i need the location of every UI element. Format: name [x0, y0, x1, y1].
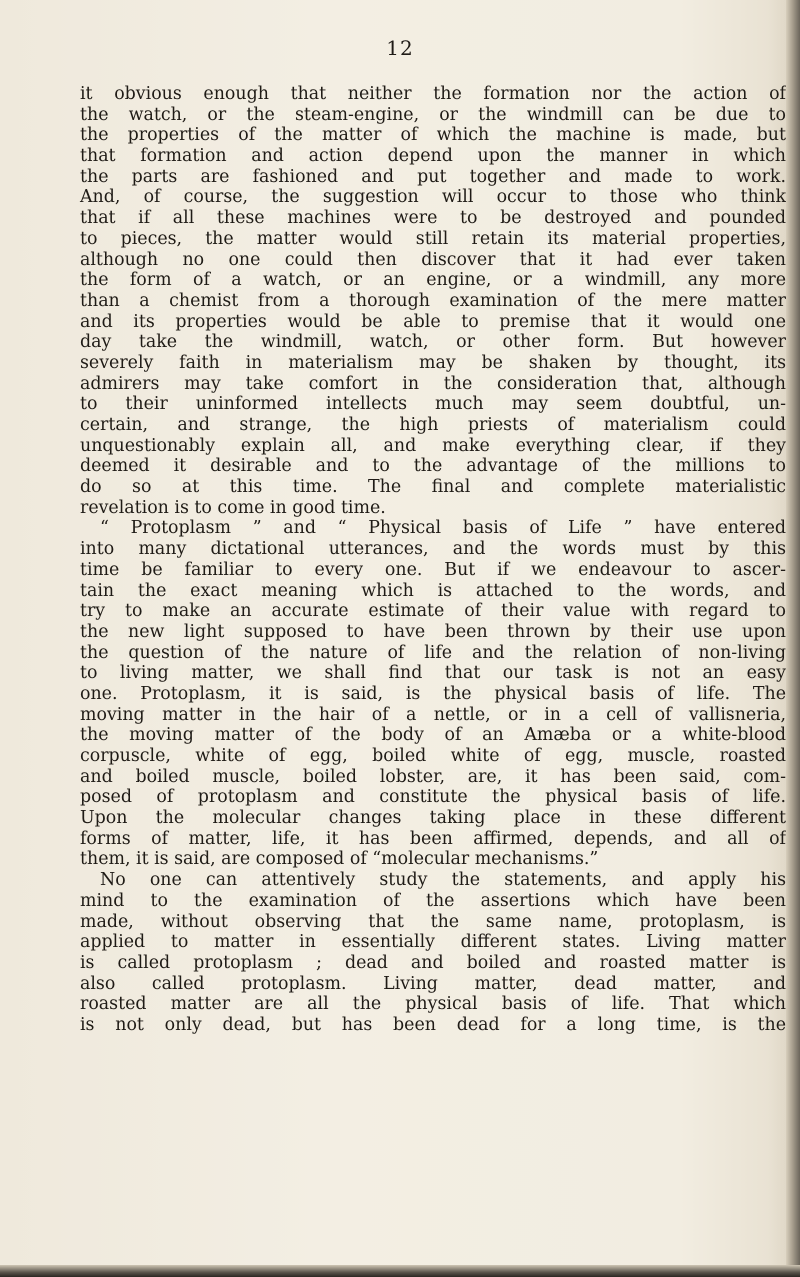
- text-line: deemed it desirable and to the advantage of the millions to: [80, 456, 786, 477]
- text-line: the parts are fashioned and put together and made to work.: [80, 166, 786, 187]
- text-line: to pieces, the matter would still retain its material properties,: [80, 228, 786, 249]
- text-line: “ Protoplasm ” and “ Physical basis of Life ” have entered: [100, 518, 786, 539]
- body-text: [80, 84, 786, 1036]
- text-line: into many dictational utterances, and the words must by this: [80, 539, 786, 560]
- text-line: do so at this time. The final and complete materialistic: [80, 477, 786, 498]
- text-line: them, it is said, are composed of “molecular mechanisms.”: [80, 849, 599, 870]
- text-line: roasted matter are all the physical basis of life. That which: [80, 994, 786, 1015]
- text-line: and its properties would be able to premise that it would one: [80, 311, 786, 332]
- text-line: Upon the molecular changes taking place in these different: [80, 808, 786, 829]
- text-line: the properties of the matter of which the machine is made, but: [80, 125, 786, 146]
- text-line: than a chemist from a thorough examination of the mere matter: [80, 290, 786, 311]
- text-line: day take the windmill, watch, or other form. But however: [80, 332, 786, 353]
- text-line: made, without observing that the same name, protoplasm, is: [80, 911, 786, 932]
- text-line: No one can attentively study the statements, and apply his: [100, 870, 786, 891]
- text-line: severely faith in materialism may be shaken by thought, its: [80, 352, 786, 373]
- text-line: try to make an accurate estimate of their value with regard to: [80, 601, 786, 622]
- text-line: unquestionably explain all, and make everything clear, if they: [80, 435, 786, 456]
- text-line: the new light supposed to have been thrown by their use upon: [80, 621, 786, 642]
- text-line: one. Protoplasm, it is said, is the physical basis of life. The: [80, 683, 786, 704]
- text-line: posed of protoplasm and constitute the physical basis of life.: [80, 787, 786, 808]
- text-line: that if all these machines were to be destroyed and pounded: [80, 208, 786, 229]
- text-line: forms of matter, life, it has been affirmed, depends, and all of: [80, 828, 786, 849]
- text-line: and boiled muscle, boiled lobster, are, it has been said, com-: [80, 766, 786, 787]
- text-line: applied to matter in essentially different states. Living matter: [80, 932, 786, 953]
- text-line: the question of the nature of life and the relation of non-living: [80, 642, 786, 663]
- text-line: certain, and strange, the high priests of materialism could: [80, 415, 786, 435]
- text-line: is not only dead, but has been dead for a long time, is the: [80, 1014, 786, 1035]
- text-line: mind to the examination of the assertions which have been: [80, 890, 786, 911]
- text-line: corpuscle, white of egg, boiled white of egg, muscle, roasted: [80, 746, 786, 766]
- text-line: admirers may take comfort in the consideration that, although: [80, 373, 786, 394]
- page-number: 12: [386, 36, 414, 60]
- text-line: the form of a watch, or an engine, or a windmill, any more: [80, 270, 786, 291]
- text-line: it obvious enough that neither the formation nor the action of: [80, 84, 786, 104]
- text-line: although no one could then discover that it had ever taken: [80, 249, 786, 270]
- page-bottom-shadow: [0, 1265, 800, 1277]
- text-line: the moving matter of the body of an Amæba or a white-blood: [80, 725, 786, 746]
- text-line: revelation is to come in good time.: [80, 497, 386, 518]
- text-line: to living matter, we shall find that our task is not an easy: [80, 663, 786, 684]
- text-line: also called protoplasm. Living matter, dead matter, and: [80, 973, 786, 994]
- text-line: that formation and action depend upon the manner in which: [80, 146, 786, 167]
- text-line: the watch, or the steam-engine, or the windmill can be due to: [80, 104, 786, 125]
- text-line: is called protoplasm ; dead and boiled and roasted matter is: [80, 952, 786, 973]
- text-line: to their uninformed intellects much may seem doubtful, un-: [80, 394, 786, 415]
- page-edge-shadow: [786, 0, 800, 1277]
- text-line: time be familiar to every one. But if we endeavour to ascer-: [80, 559, 786, 580]
- text-line: tain the exact meaning which is attached to the words, and: [80, 580, 786, 601]
- text-line: And, of course, the suggestion will occur to those who think: [80, 187, 786, 208]
- text-line: moving matter in the hair of a nettle, or in a cell of vallisneria,: [80, 704, 786, 725]
